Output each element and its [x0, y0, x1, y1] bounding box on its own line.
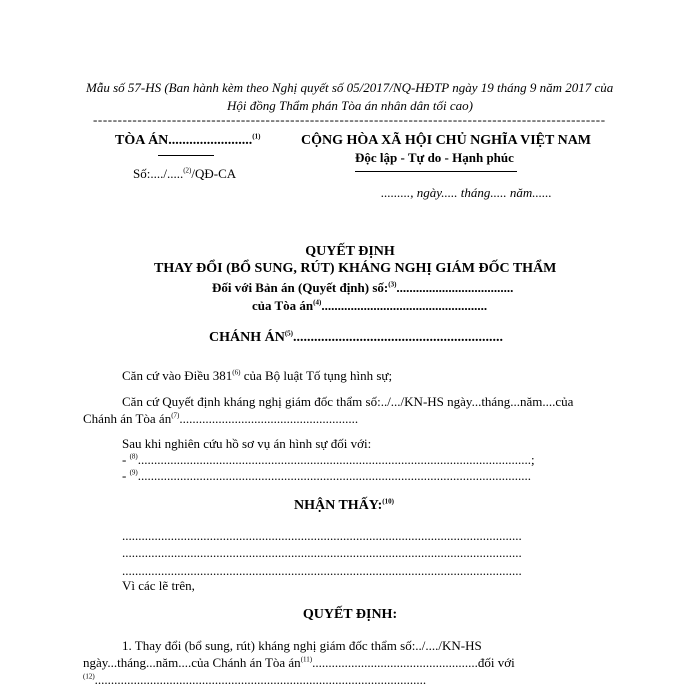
form-reference-line2: Hội đồng Thẩm phán Tòa án nhân dân tối cao) [227, 98, 473, 113]
court-dots: ........................ [168, 133, 253, 148]
decision-item-1-line1: 1. Thay đổi (bổ sung, rút) kháng nghị giám đốc thẩm số:../..../KN-HS [122, 638, 482, 653]
findings-line-1: ........................................................................................................................... [122, 528, 522, 543]
item8-footnote: (8) [129, 452, 138, 461]
number-footnote: (2) [183, 166, 192, 175]
item9-footnote: (9) [129, 468, 138, 477]
basis-decision-line2: Chánh án Tòa $án^{(7)}$....................................................... [83, 411, 359, 426]
date-line: ........., ngày..... tháng..... năm...... [381, 185, 552, 200]
court-label: TÒA ÁN [115, 133, 169, 148]
court-of-line: của Tòa $án^{(4)}$................................................... [252, 298, 488, 313]
decision-footnote: (7) [171, 411, 180, 420]
court-name [115, 133, 260, 149]
chief-footnote: (5) [284, 329, 294, 338]
decision-number: Số:..../.....$^{(2)}$/QĐ-CA [133, 166, 237, 181]
defendant-item-9: - $^{(9)}$......................................................................................................................... [122, 468, 532, 483]
decision-item-1-line3: $^{(12)}$...................................................................................................... [83, 672, 427, 687]
basis-decision-line1: Căn cứ Quyết định kháng nghị giám đốc thẩm số:../.../KN-HS ngày...tháng...năm....của [122, 394, 574, 409]
findings-heading: NHẬN THẤY:$^{(10)}$ [294, 497, 394, 513]
judgment-footnote: (3) [388, 280, 397, 289]
decision-item-1-line2: ngày...tháng...năm....của Chánh án Tòa $án^{(11)}...................................................đối$ với [83, 655, 515, 670]
court-underline [158, 155, 214, 156]
for-these-reasons: Vì các lẽ trên, [122, 578, 195, 593]
decision-title: QUYẾT ĐỊNH [305, 244, 395, 259]
defendant-item-8: - $^{(8)}$.........................................................................................................................; [122, 452, 535, 467]
article-footnote: (6) [232, 368, 241, 377]
basis-article: Căn cứ vào Điều 381$^{(6)}$ của Bộ luật Tố tụng hình sự; [122, 368, 393, 383]
findings-line-2: ........................................................................................................................... [122, 545, 522, 560]
republic-title: CỘNG HÒA XÃ HỘI CHỦ NGHĨA VIỆT NAM [301, 133, 592, 148]
chief-justice-line: CHÁNH ÁN$^{(5)}$............................................................ [209, 329, 504, 345]
findings-footnote: (10) [382, 497, 394, 506]
header-separator: -------------------------------------------------------------------------------------------------------- [93, 112, 606, 127]
court-footnote: (1) [252, 132, 261, 141]
item1-footnote-2: (12) [83, 672, 95, 681]
case-review-intro: Sau khi nghiên cứu hồ sơ vụ án hình sự đối với: [122, 436, 372, 451]
form-reference-line1: Mẫu số 57-HS (Ban hành kèm theo Nghị quyết số 05/2017/NQ-HĐTP ngày 19 tháng 9 năm 2017 của [86, 80, 614, 95]
item1-footnote: (11) [300, 655, 313, 664]
decision-subtitle: THAY ĐỔI (BỔ SUNG, RÚT) KHÁNG NGHỊ GIÁM ĐỐC THẨM [154, 261, 557, 276]
motto-underline [355, 171, 517, 172]
judgment-number-line: Đối với Bản án (Quyết định) số:$^{(3)}$.................................... [212, 280, 514, 295]
motto: Độc lập - Tự do - Hạnh phúc [355, 150, 514, 165]
findings-line-3: ........................................................................................................................... [122, 563, 522, 578]
decides-heading: QUYẾT ĐỊNH: [302, 607, 398, 622]
court-of-footnote: (4) [313, 298, 322, 307]
